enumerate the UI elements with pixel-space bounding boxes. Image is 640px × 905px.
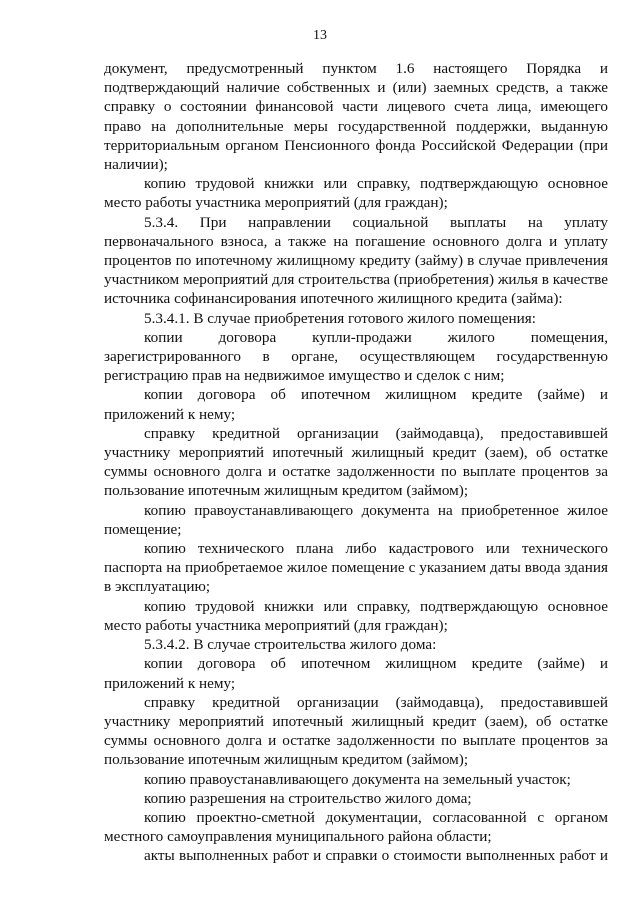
paragraph: копию правоустанавливающего документа на приобретенное жилое помещение;	[104, 501, 608, 538]
paragraph: копии договора об ипотечном жилищном кредите (займе) и приложений к нему;	[104, 386, 608, 423]
paragraph: 5.3.4.1. В случае приобретения готового жилого помещения:	[144, 309, 536, 327]
paragraph: копию трудовой книжки или справку, подтверждающую основное место работы участника мероприятий (для граждан);	[104, 597, 608, 634]
paragraph: копию проектно-сметной документации, согласованной с органом местного самоуправления муниципального района области;	[104, 808, 608, 846]
paragraph: копию разрешения на строительство жилого дома;	[144, 789, 472, 807]
paragraph: 5.3.4.2. В случае строительства жилого дома:	[144, 636, 437, 654]
paragraph: копию трудовой книжки или справку, подтверждающую основное место работы участника мероприятий (для граждан);	[104, 175, 608, 212]
paragraph: документ, предусмотренный пунктом 1.6 настоящего Порядка и подтверждающий наличие собственных и (или) заемных средств, а также справку о состоянии финансовой части лицевого счета лица, имеющего право на дополнительные меры государственной поддержки, выданную территориальным органом Пенсионного фонда Российской Федерации (при наличии);	[104, 60, 608, 174]
paragraph: копию технического плана либо кадастрового или технического паспорта на приобретаемое жилое помещение с указанием даты ввода здания в эксплуатацию;	[104, 540, 608, 596]
paragraph: справку кредитной организации (займодавца), предоставившей участнику мероприятий ипотечный жилищный кредит (заем), об остатке суммы основного долга и остатке задолженности по выплате процентов за пользование ипотечным жилищным кредитом (займом);	[104, 424, 608, 500]
paragraph: справку кредитной организации (займодавца), предоставившей участнику мероприятий ипотечный жилищный кредит (заем), об остатке суммы основного долга и остатке задолженности по выплате процентов за пользование ипотечным жилищным кредитом (займом);	[104, 693, 608, 769]
paragraph: копии договора купли-продажи жилого помещения, зарегистрированного в органе, осуществляющем государственную регистрацию прав на недвижимое имущество и сделок с ним;	[104, 328, 608, 385]
paragraph: акты выполненных работ и справки о стоимости выполненных работ и	[144, 847, 608, 865]
document-body	[104, 59, 608, 866]
paragraph: копию правоустанавливающего документа на земельный участок;	[144, 770, 571, 788]
paragraph: 5.3.4. При направлении социальной выплаты на уплату первоначального взноса, а также на погашение основного долга и уплату процентов по ипотечному жилищному кредиту (займу) в случае привлечения участником мероприятий для строительства (приобретения) жилья в качестве источника софинансирования ипотечного жилищного кредита (займа):	[104, 213, 608, 308]
page-number: 13	[313, 28, 327, 43]
paragraph: копии договора об ипотечном жилищном кредите (займе) и приложений к нему;	[104, 655, 608, 692]
